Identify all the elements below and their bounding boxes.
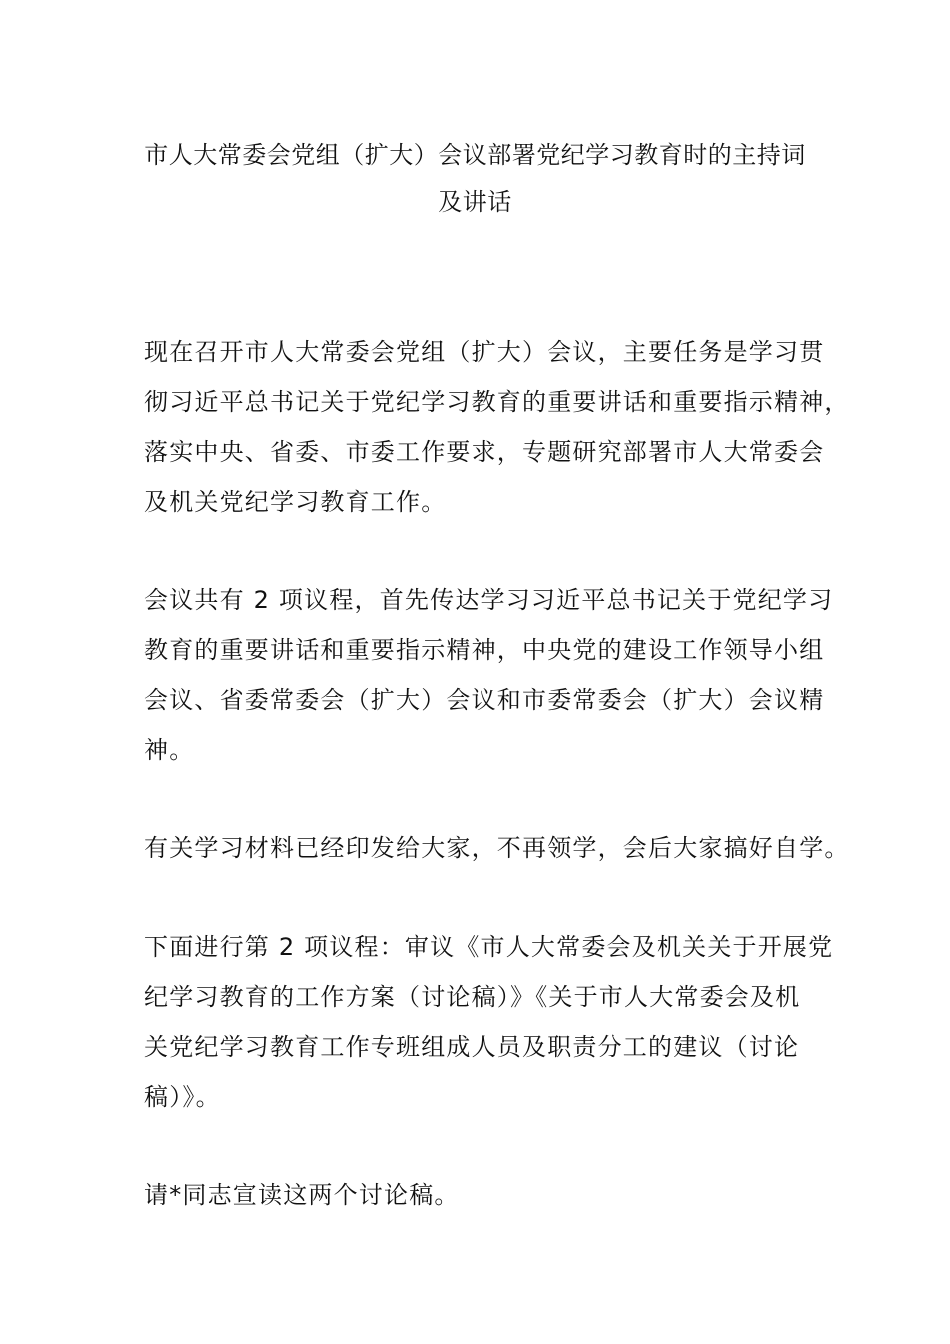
paragraph-line: 现在召开市人大常委会党组（扩大）会议，主要任务是学习贯 xyxy=(144,338,825,366)
title-line: 市人大常委会党组（扩大）会议部署党纪学习教育时的主持词 xyxy=(144,141,806,169)
paragraph-line: 有关学习材料已经印发给大家，不再领学，会后大家搞好自学。 xyxy=(144,834,850,862)
paragraph-line: 关党纪学习教育工作专班组成人员及职责分工的建议（讨论 xyxy=(144,1033,800,1061)
document-title xyxy=(130,132,820,226)
paragraph-line: 会议、省委常委会（扩大）会议和市委常委会（扩大）会议精 xyxy=(144,686,825,714)
paragraph-line: 及机关党纪学习教育工作。 xyxy=(144,488,447,516)
paragraph-line: 请*同志宣读这两个讨论稿。 xyxy=(144,1181,460,1209)
paragraph-line: 稿）》。 xyxy=(144,1083,221,1111)
title-line: 及讲话 xyxy=(438,188,512,216)
paragraph-line: 教育的重要讲话和重要指示精神，中央党的建设工作领导小组 xyxy=(144,636,825,664)
paragraph-reading-request xyxy=(144,1170,814,1220)
paragraph-second-agenda xyxy=(144,922,834,1122)
paragraph-agenda xyxy=(144,575,834,775)
paragraph-line: 彻习近平总书记关于党纪学习教育的重要讲话和重要指示精神， xyxy=(144,388,850,416)
paragraph-line: 落实中央、省委、市委工作要求，专题研究部署市人大常委会 xyxy=(144,438,825,466)
paragraph-opening xyxy=(144,327,850,527)
paragraph-line: 会议共有 2 项议程，首先传达学习习近平总书记关于党纪学习 xyxy=(144,586,834,614)
paragraph-line: 纪学习教育的工作方案（讨论稿）》《关于市人大常委会及机 xyxy=(144,983,801,1011)
paragraph-line: 神。 xyxy=(144,736,195,764)
paragraph-materials xyxy=(144,823,850,873)
paragraph-line: 下面进行第 2 项议程：审议《市人大常委会及机关关于开展党 xyxy=(144,933,834,961)
